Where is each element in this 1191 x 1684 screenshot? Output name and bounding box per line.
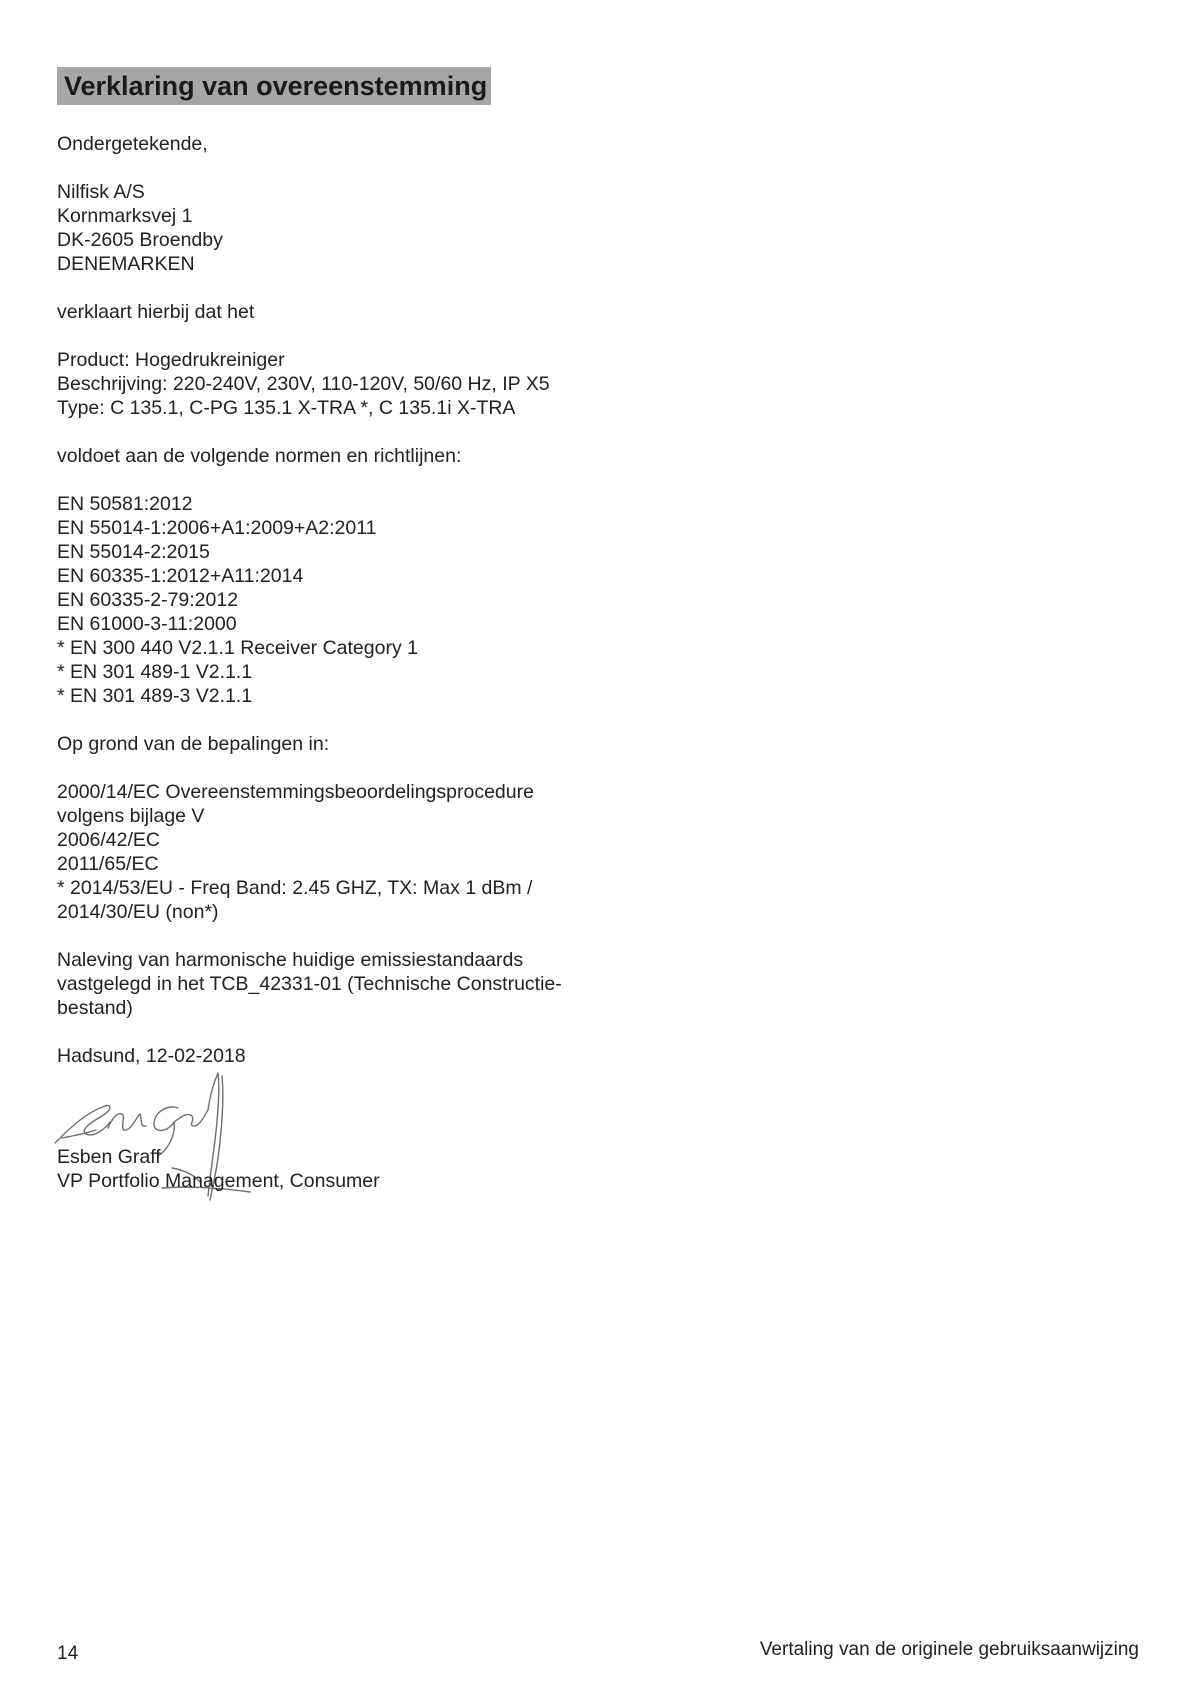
standards-list <box>57 492 677 708</box>
signatory-name: Esben Graff <box>57 1146 161 1168</box>
standard-item: EN 55014-2:2015 <box>57 541 210 563</box>
declaration-statement: verklaart hierbij dat het <box>57 301 255 323</box>
compliance-note-line: bestand) <box>57 997 133 1019</box>
directive-item: * 2014/53/EU - Freq Band: 2.45 GHZ, TX: Max 1 dBm / <box>57 877 533 899</box>
product-description: Beschrijving: 220-240V, 230V, 110-120V, 50/60 Hz, IP X5 <box>57 373 550 395</box>
standard-item: * EN 301 489-3 V2.1.1 <box>57 685 253 707</box>
standard-item: EN 61000-3-11:2000 <box>57 613 237 635</box>
compliance-note <box>57 948 677 1020</box>
standard-item: EN 55014-1:2006+A1:2009+A2:2011 <box>57 517 377 539</box>
product-info <box>57 348 677 420</box>
place-date: Hadsund, 12-02-2018 <box>57 1045 246 1067</box>
company-name: Nilfisk A/S <box>57 181 145 203</box>
company-address <box>57 180 677 276</box>
directive-item: volgens bijlage V <box>57 805 205 827</box>
company-country: DENEMARKEN <box>57 253 195 275</box>
compliance-statement: voldoet aan de volgende normen en richtlijnen: <box>57 445 462 467</box>
signatory-title: VP Portfolio Management, Consumer <box>57 1170 380 1192</box>
signatory-block <box>57 1145 380 1193</box>
standard-item: EN 60335-1:2012+A11:2014 <box>57 565 304 587</box>
company-street: Kornmarksvej 1 <box>57 205 193 227</box>
standard-item: EN 60335-2-79:2012 <box>57 589 239 611</box>
standard-item: * EN 300 440 V2.1.1 Receiver Category 1 <box>57 637 418 659</box>
compliance-note-line: vastgelegd in het TCB_42331-01 (Technische Constructie- <box>57 973 562 995</box>
compliance-note-line: Naleving van harmonische huidige emissiestandaards <box>57 949 524 971</box>
standard-item: * EN 301 489-1 V2.1.1 <box>57 661 253 683</box>
provisions-intro: Op grond van de bepalingen in: <box>57 733 330 755</box>
company-city: DK-2605 Broendby <box>57 229 223 251</box>
directive-item: 2000/14/EC Overeenstemmingsbeoordelingsprocedure <box>57 781 534 803</box>
product-name: Product: Hogedrukreiniger <box>57 349 285 371</box>
directive-item: 2006/42/EC <box>57 829 160 851</box>
directive-item: 2014/30/EU (non*) <box>57 901 219 923</box>
footer-note: Vertaling van de originele gebruiksaanwijzing <box>759 1639 1139 1660</box>
directives-list <box>57 780 677 924</box>
page-number: 14 <box>57 1643 79 1664</box>
product-type: Type: C 135.1, C-PG 135.1 X-TRA *, C 135.1i X-TRA <box>57 397 516 419</box>
standard-item: EN 50581:2012 <box>57 493 193 515</box>
declaration-body <box>57 132 677 1068</box>
directive-item: 2011/65/EC <box>57 853 159 875</box>
salutation: Ondergetekende, <box>57 133 208 155</box>
page-title: Verklaring van overeenstemming <box>57 67 491 105</box>
